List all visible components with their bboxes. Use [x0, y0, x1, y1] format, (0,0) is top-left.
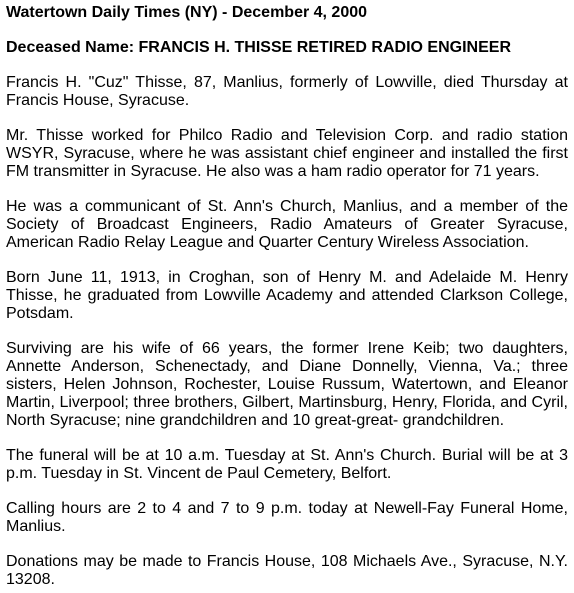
paragraph-career: Mr. Thisse worked for Philco Radio and Television Corp. and radio station WSYR, Syracuse, where he was assistant chief engineer and installed the first FM transmitter in Syracuse. He also was a ham radio operator for 71 years. [6, 127, 568, 180]
publication-heading: Watertown Daily Times (NY) - December 4, 2000 [6, 4, 368, 21]
paragraph-donations: Donations may be made to Francis House, 108 Michaels Ave., Syracuse, N.Y. 13208. [6, 553, 568, 588]
paragraph-birth-education: Born June 11, 1913, in Croghan, son of Henry M. and Adelaide M. Henry Thisse, he graduated from Lowville Academy and attended Clarkson College, Potsdam. [6, 269, 568, 322]
paragraph-funeral: The funeral will be at 10 a.m. Tuesday at St. Ann's Church. Burial will be at 3 p.m. Tuesday in St. Vincent de Paul Cemetery, Belfort. [6, 447, 568, 482]
paragraph-death-notice: Francis H. "Cuz" Thisse, 87, Manlius, formerly of Lowville, died Thursday at Francis House, Syracuse. [6, 74, 568, 109]
paragraph-memberships: He was a communicant of St. Ann's Church, Manlius, and a member of the Society of Broadcast Engineers, Radio Amateurs of Greater Syracuse, American Radio Relay League and Quarter Century Wireless Association. [6, 198, 568, 251]
paragraph-survivors: Surviving are his wife of 66 years, the former Irene Keib; two daughters, Annette Anderson, Schenectady, and Diane Donnelly, Vienna, Va.; three sisters, Helen Johnson, Rochester, Louise Russum, Watertown, and Eleanor Martin, Liverpool; three brothers, Gilbert, Martinsburg, Henry, Florida, and Cyril, North Syracuse; nine grandchildren and 10 great-great- grandchildren. [6, 340, 568, 429]
deceased-name-heading: Deceased Name: FRANCIS H. THISSE RETIRED RADIO ENGINEER [6, 39, 511, 56]
paragraph-calling-hours: Calling hours are 2 to 4 and 7 to 9 p.m. today at Newell-Fay Funeral Home, Manlius. [6, 500, 568, 535]
